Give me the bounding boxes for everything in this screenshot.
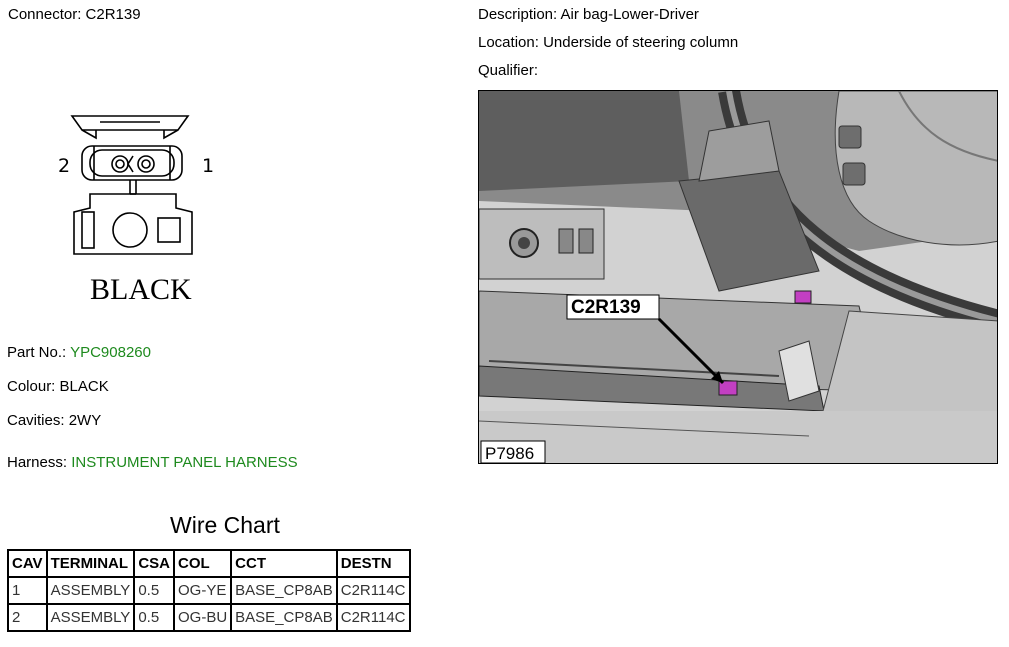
wire-chart-header-row (8, 550, 410, 577)
qualifier-line (478, 62, 538, 79)
cavities-line (7, 412, 101, 429)
latch-outline (72, 116, 188, 130)
location-photo (478, 90, 998, 464)
harness-label: Harness: (7, 454, 68, 471)
cell-col: OG-YE (174, 577, 231, 604)
harness-line (7, 454, 298, 471)
header-col: COL (174, 550, 231, 577)
cell-cct: BASE_CP8AB (231, 577, 337, 604)
location-line (478, 34, 738, 51)
cavities-label: Cavities: (7, 412, 65, 429)
header-cav: CAV (8, 550, 47, 577)
colour-value: BLACK (59, 378, 109, 395)
pin-right-label: 1 (202, 155, 215, 177)
description-label: Description: (478, 6, 558, 23)
photo-ref-label: P7986 (485, 444, 535, 463)
colour-line (7, 378, 109, 395)
cell-col: OG-BU (174, 604, 231, 631)
header-destn: DESTN (337, 550, 410, 577)
wire-chart-title: Wire Chart (170, 512, 280, 538)
cell-terminal: ASSEMBLY (47, 577, 135, 604)
connector-line (8, 6, 141, 23)
cell-terminal: ASSEMBLY (47, 604, 135, 631)
cell-cav: 1 (8, 577, 47, 604)
colour-label: Colour: (7, 378, 56, 395)
table-row (8, 604, 410, 631)
header-cct: CCT (231, 550, 337, 577)
cavities-value: 2WY (68, 412, 102, 429)
description-line (478, 6, 699, 23)
photo-callout-label: C2R139 (571, 297, 641, 318)
cell-csa: 0.5 (134, 604, 174, 631)
part-no-line (7, 344, 151, 361)
wire-chart-table (7, 549, 411, 632)
diagram-color-text: BLACK (90, 273, 192, 306)
cell-destn: C2R114C (337, 577, 410, 604)
description-value: Air bag-Lower-Driver (560, 6, 699, 23)
table-row (8, 577, 410, 604)
harness-link[interactable]: INSTRUMENT PANEL HARNESS (71, 454, 298, 471)
location-label: Location: (478, 34, 539, 51)
connector-face-diagram (50, 108, 230, 308)
upper-connector-highlight (795, 291, 811, 303)
cell-csa: 0.5 (134, 577, 174, 604)
header-terminal: TERMINAL (47, 550, 135, 577)
cell-cav: 2 (8, 604, 47, 631)
header-csa: CSA (134, 550, 174, 577)
cell-cct: BASE_CP8AB (231, 604, 337, 631)
connector-value: C2R139 (85, 6, 141, 23)
part-no-link[interactable]: YPC908260 (70, 344, 151, 361)
part-no-label: Part No.: (7, 344, 67, 361)
cell-destn: C2R114C (337, 604, 410, 631)
location-value: Underside of steering column (543, 34, 739, 51)
qualifier-label: Qualifier: (478, 62, 539, 79)
pin-left-label: 2 (58, 155, 71, 177)
connector-label: Connector: (8, 6, 82, 23)
